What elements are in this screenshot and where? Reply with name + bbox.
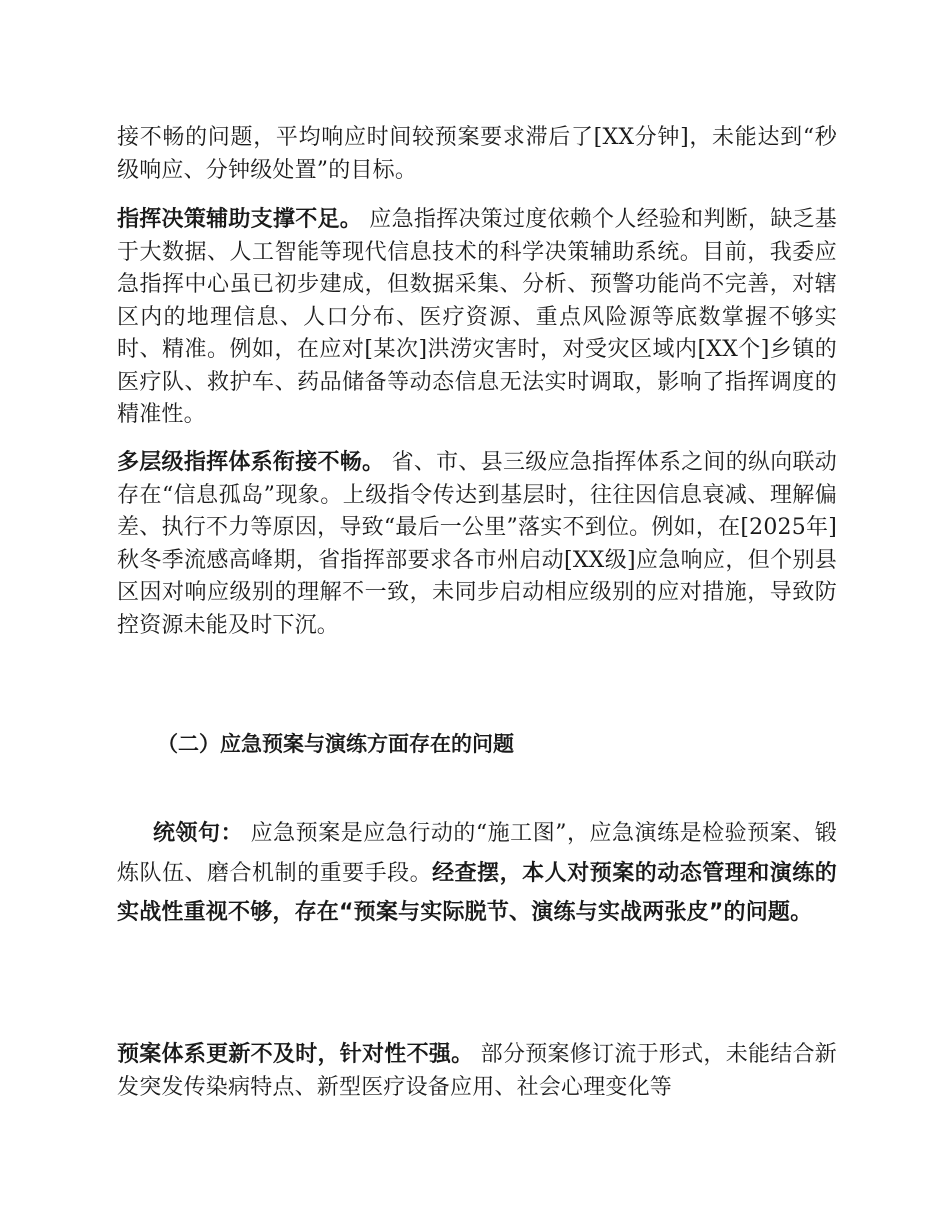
paragraph-lead: 多层级指挥体系衔接不畅。 [117,450,385,475]
paragraph-text: 省、市、县三级应急指挥体系之间的纵向联动存在“信息孤岛”现象。上级指令传达到基层时，往往因信息衰减、理解偏差、执行不力等原因，导致“最后一公里”落实不到位。例如，在[2025年]秋冬季流感高峰期，省指挥部要求各市州启动[XX级]应急响应，但个别县区因对响应级别的理解不一致，未同步启动相应级别的应对措施，导致防控资源未能及时下沉。 [117,450,838,638]
paragraph-continued [117,122,837,187]
summary-emphasis: 经查摆，本人对预案的动态管理和演练的实战性重视不够，存在“预案与实际脱节、演练与实战两张皮”的问题。 [117,860,837,925]
paragraph-plan-update [117,1039,837,1104]
summary-text: 应急预案是应急行动的“施工图”，应急演练是检验预案、锻炼队伍、磨合机制的重要手段。 [117,821,837,886]
summary-lead: 统领句： [153,821,244,846]
paragraph-text: 部分预案修订流于形式，未能结合新发突发传染病特点、新型医疗设备应用、社会心理变化等 [117,1042,837,1100]
summary-paragraph [117,814,837,933]
paragraph-multi-level-command [117,447,837,642]
paragraph-lead: 预案体系更新不及时，针对性不强。 [117,1042,474,1067]
paragraph-text: 接不畅的问题，平均响应时间较预案要求滞后了[XX分钟]，未能达到“秒级响应、分钟级处置”的目标。 [117,125,837,183]
paragraph-text: 应急指挥决策过度依赖个人经验和判断，缺乏基于大数据、人工智能等现代信息技术的科学决策辅助系统。目前，我委应急指挥中心虽已初步建成，但数据采集、分析、预警功能尚不完善，对辖区内的地理信息、人口分布、医疗资源、重点风险源等底数掌握不够实时、精准。例如，在应对[某次]洪涝灾害时，对受灾区域内[XX个]乡镇的医疗队、救护车、药品储备等动态信息无法实时调取，影响了指挥调度的精准性。 [117,207,837,427]
paragraph-lead: 指挥决策辅助支撑不足。 [117,207,363,232]
section-heading: （二）应急预案与演练方面存在的问题 [157,732,514,756]
paragraph-command-decision [117,204,837,432]
